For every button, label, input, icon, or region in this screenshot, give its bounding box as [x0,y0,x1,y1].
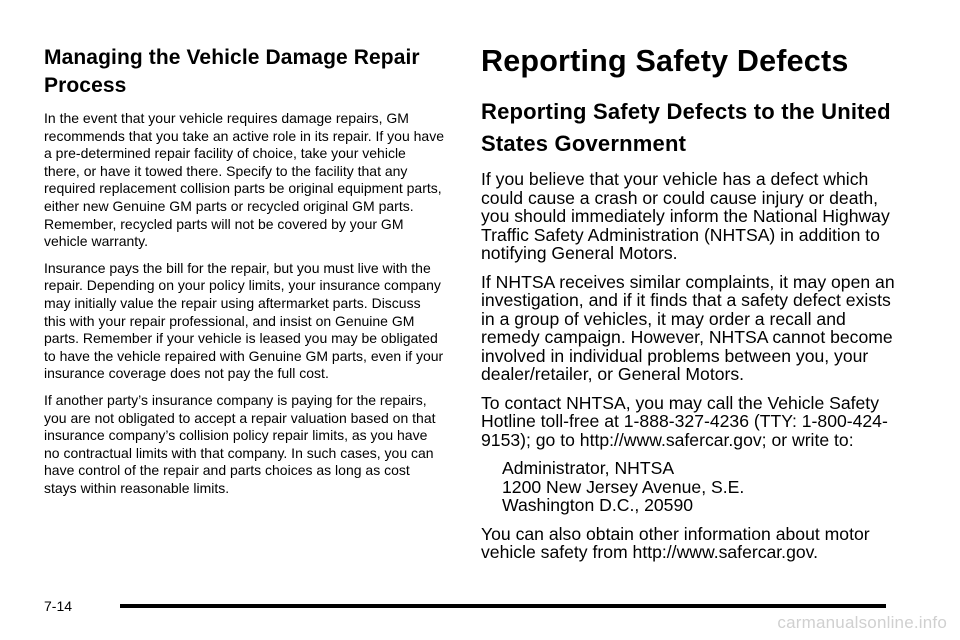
address-line: 1200 New Jersey Avenue, S.E. [502,476,745,497]
address-line: Washington D.C., 20590 [502,495,694,515]
footer-divider [120,604,886,608]
paragraph: Insurance pays the bill for the repair, but you must live with the repair. Depending on your policy limits, your insurance company may initially value the repair using aftermarket parts. Discuss this with your repair professional, and insist on Genuine GM parts. Remember if your vehicle is leased you may be obligated to have the vehicle repaired with Genuine GM parts, even if your insurance coverage does not pay the full cost. [44,259,444,382]
watermark: carmanualsonline.info [777,613,947,632]
paragraph: If you believe that your vehicle has a defect which could cause a crash or could cause injury or death, you should immediately inform the National Highway Traffic Safety Administration (NHTSA) in addition to notifying General Motors. [481,169,890,263]
mailing-address [502,459,901,515]
page-number: 7-14 [44,598,73,614]
paragraph: In the event that your vehicle requires damage repairs, GM recommends that you take an active role in its repair. If you have a pre-determined repair facility of choice, take your vehicle there, or have it towed there. Specify to the facility that any required replacement collision parts be original equipment parts, either new Genuine GM parts or recycled original GM parts. Remember, recycled parts will not be covered by your GM vehicle warranty. [44,110,444,250]
section-heading: Managing the Vehicle Damage Repair Process [44,46,420,97]
right-column [481,42,901,572]
section-subheading: Reporting Safety Defects to the United States Government [481,99,891,156]
paragraph: If another party’s insurance company is paying for the repairs, you are not obligated to accept a repair valuation based on that insurance company’s collision policy repair limits, as you have no contractual limits with that company. In such cases, you can have control of the repair and parts choices as long as cost stays within reasonable limits. [44,391,436,496]
paragraph: If NHTSA receives similar complaints, it may open an investigation, and if it finds that a safety defect exists in a group of vehicles, it may order a recall and remedy campaign. However, NHTSA cannot become involved in individual problems between you, your dealer/retailer, or General Motors. [481,271,895,384]
page-title: Reporting Safety Defects [481,44,849,78]
left-column [44,44,444,506]
closing-paragraph: You can also obtain other information about motor vehicle safety from http://www.safercar.gov. [481,523,870,562]
paragraph: To contact NHTSA, you may call the Vehicle Safety Hotline toll-free at 1-888-327-4236 (TTY: 1-800-424-9153); go to http://www.safercar.gov; or write to: [481,392,888,450]
address-line: Administrator, NHTSA [502,458,675,478]
